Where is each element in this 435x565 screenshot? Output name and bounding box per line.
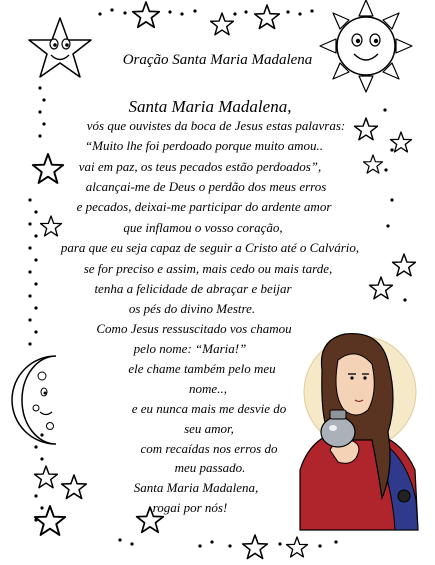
prayer-line: Como Jesus ressuscitado vos chamou bbox=[96, 321, 292, 336]
prayer-line: nome.., bbox=[189, 381, 227, 396]
smiling-moon-icon bbox=[12, 356, 56, 444]
prayer-line: que inflamou o vosso coração, bbox=[123, 220, 283, 235]
prayer-line: alcançai-me de Deus o perdão dos meus erros bbox=[85, 179, 327, 194]
prayer-line: rogai por nós! bbox=[152, 500, 228, 515]
prayer-line: seu amor, bbox=[184, 421, 234, 436]
prayer-heading: Santa Maria Madalena, bbox=[128, 97, 292, 116]
prayer-line: ele chame também pelo meu bbox=[128, 361, 276, 376]
prayer-line: para que eu seja capaz de seguir a Cristo até o Calvário, bbox=[60, 240, 360, 255]
page-title: Oração Santa Maria Madalena bbox=[122, 52, 313, 68]
prayer-line: com recaídas nos erros do bbox=[140, 441, 278, 456]
prayer-line: tenha a felicidade de abraçar e beijar bbox=[94, 281, 292, 296]
smiling-sun-icon bbox=[320, 0, 412, 92]
prayer-line: pelo nome: “Maria!” bbox=[133, 341, 247, 356]
prayer-line: Santa Maria Madalena, bbox=[133, 480, 259, 495]
prayer-line: vai em paz, os teus pecados estão perdoados”, bbox=[78, 159, 322, 174]
prayer-line: os pés do divino Mestre. bbox=[128, 301, 256, 316]
saint-mary-magdalene-figure bbox=[300, 334, 418, 530]
prayer-line: e eu nunca mais me desvie do bbox=[131, 401, 287, 416]
prayer-line: e pecados, deixai-me participar do ardente amor bbox=[76, 199, 332, 214]
prayer-line: “Muito lhe foi perdoado porque muito amou.. bbox=[84, 138, 324, 153]
prayer-line: se for preciso e assim, mais cedo ou mais tarde, bbox=[83, 261, 333, 276]
prayer-line: vós que ouvistes da boca de Jesus estas palavras: bbox=[86, 118, 346, 133]
prayer-line: meu passado. bbox=[174, 460, 246, 475]
